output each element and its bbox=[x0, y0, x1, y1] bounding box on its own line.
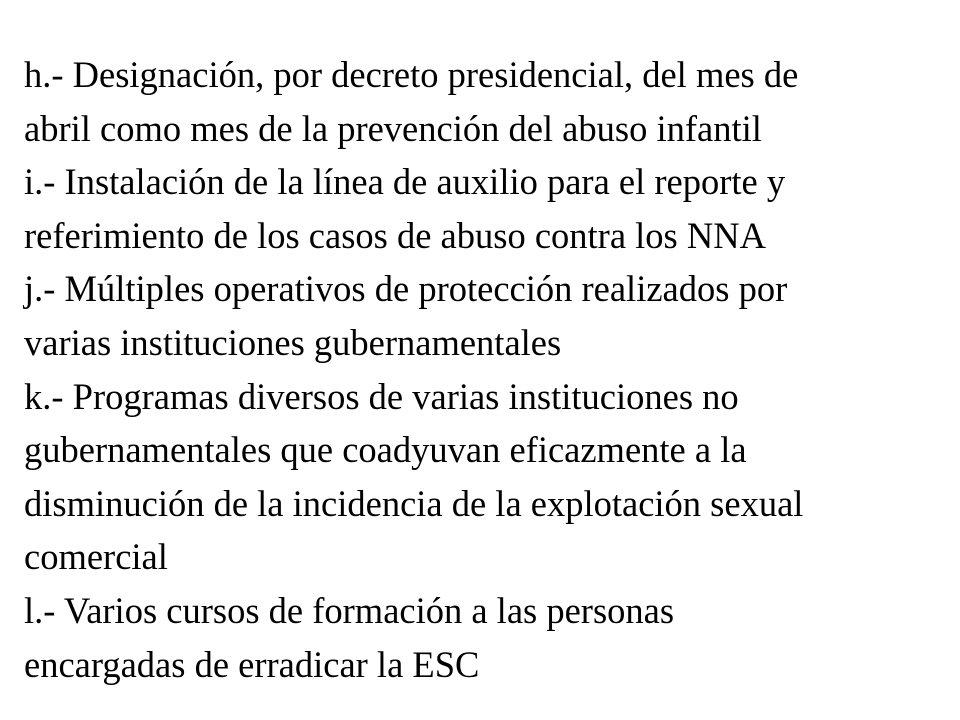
item-k-line-4: comercial bbox=[24, 536, 168, 578]
item-i-line-1: i.- Instalación de la línea de auxilio para el reporte y bbox=[24, 161, 786, 203]
item-h-line-2: abril como mes de la prevención del abuso infantil bbox=[24, 107, 762, 149]
item-i-line-2: referimiento de los casos de abuso contra los NNA bbox=[24, 214, 766, 256]
item-h-line-1: h.- Designación, por decreto presidencial, del mes de bbox=[24, 54, 799, 95]
item-l-line-1: l.- Varios cursos de formación a las personas bbox=[24, 589, 675, 631]
item-j-line-2: varias instituciones gubernamentales bbox=[24, 321, 562, 363]
item-k-line-3: disminución de la incidencia de la explotación sexual bbox=[24, 482, 804, 524]
item-l-line-2: encargadas de erradicar la ESC bbox=[24, 643, 480, 685]
item-k-line-1: k.- Programas diversos de varias instituciones no bbox=[24, 375, 739, 417]
slide-body-text bbox=[24, 48, 944, 691]
item-k-line-2: gubernamentales que coadyuvan eficazmente a la bbox=[24, 429, 747, 471]
item-j-line-1: j.- Múltiples operativos de protección realizados por bbox=[24, 268, 788, 310]
